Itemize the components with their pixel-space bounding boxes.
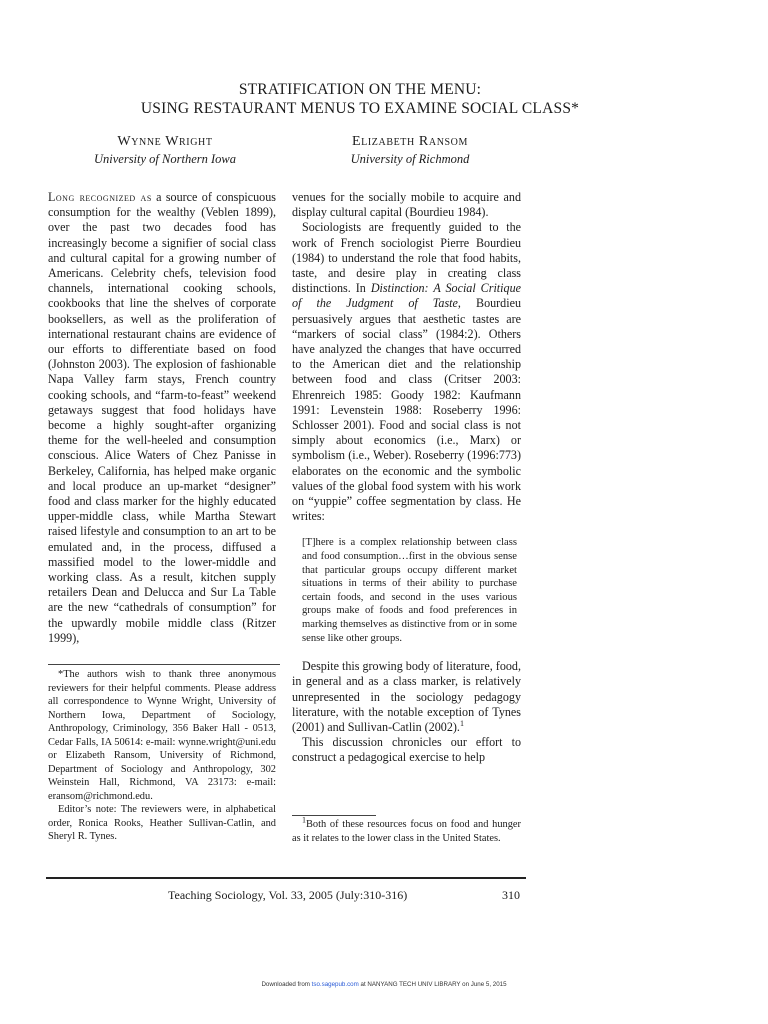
footnote-marker: 1 — [459, 719, 464, 728]
right-column — [292, 190, 521, 766]
author-name: Wynne Wright — [117, 134, 213, 149]
body-paragraph — [292, 220, 521, 524]
footnote-marker: 1 — [302, 815, 306, 825]
author-footnote — [48, 668, 276, 844]
book-title: Distinction: A Social Critique of the Judgment of Taste — [292, 281, 521, 311]
paragraph-text: Sociologists are frequently guided to the work of French sociologist Pierre Bourdieu (1984) to understand the role that food habits, taste, and desire play in creating class distinctions. In — [292, 220, 521, 296]
author-2 — [280, 133, 540, 168]
body-paragraph: This discussion chronicles our effort to construct a pedagogical exercise to help — [292, 735, 521, 765]
body-paragraph — [48, 190, 276, 646]
page-number: 310 — [502, 888, 520, 902]
paragraph-text: Despite this growing body of literature, food, in general and as a class marker, is relatively unrepresented in the sociology pedagogy literature, with the notable exception of Tynes (2001) and Sullivan-Catlin (2002). — [292, 659, 521, 735]
footnote-editor-note: Editor’s note: The reviewers were, in alphabetical order, Ronica Rooks, Heather Sullivan-Catlin, and Sheryl R. Tynes. — [48, 804, 276, 842]
footnote-acknowledgement: *The authors wish to thank three anonymous reviewers for their helpful comments. Please address all correspondence to Wynne Wright, University of Northern Iowa, Department of Sociology, Anthropology, Criminology, 356 Baker Hall - 0513, Cedar Falls, IA 50614: e-mail: wynne.wright@uni.edu or Elizabeth Ransom, University of Richmond, Department of Sociology and Anthropology, 302 Weinstein Hall, Richmond, VA 23173: e-mail: eransom@richmond.edu. — [48, 669, 276, 802]
footer-rule — [46, 877, 526, 879]
author-1 — [35, 133, 295, 168]
author-affiliation: University of Richmond — [350, 152, 470, 166]
journal-citation: Teaching Sociology, Vol. 33, 2005 (July:310-316) — [168, 888, 408, 902]
download-notice — [0, 981, 768, 988]
source-link[interactable]: tso.sagepub.com — [311, 981, 359, 988]
article-title — [40, 80, 680, 118]
paragraph-text: , Bourdieu persuasively argues that aesthetic tastes are “markers of social class” (1984:2). Others have analyzed the changes that have occurred to the American diet and the relationship between food and class (Critser 2003: Ehrenreich 1985: Goody 1982: Kaufmann 1991: Levenstein 1988: Roseberry 1996: Schlosser 2001). Food and social class is not simply about economics (i.e., Marx) or symbolism (i.e., Weber). Roseberry (1996:773) elaborates on the economic and the symbolic values of the global food system with his work on “yuppie” coffee segmentation by class. He writes: — [292, 296, 522, 524]
body-paragraph: venues for the socially mobile to acquire and display cultural capital (Bourdieu 1984). — [292, 190, 521, 220]
footnote-text: $^1$Both of these resources focus on food and hunger as it relates to the lower class in the United States. — [292, 815, 521, 844]
lead-words: Long recognized as — [48, 190, 152, 204]
author-name: Elizabeth Ransom — [352, 134, 468, 149]
download-text: Downloaded from — [261, 981, 312, 988]
page-footnote — [292, 815, 521, 845]
footnote-divider — [48, 664, 280, 665]
block-quote: [T]here is a complex relationship between class and food consumption…first in the obvious sense that particular groups occupy different market situations in terms of their ability to purchase certain foods, and second in the uses various groups make of foods and food preferences in marking themselves as distinctive from or in some sense like other groups. — [302, 537, 517, 644]
author-affiliation: University of Northern Iowa — [93, 152, 236, 166]
title-line-2: USING RESTAURANT MENUS TO EXAMINE SOCIAL CLASS* — [140, 100, 580, 117]
download-text: at NANYANG TECH UNIV LIBRARY on June 5, 2015 — [358, 981, 507, 988]
left-column — [48, 190, 276, 646]
body-paragraph — [292, 659, 521, 735]
paragraph-text: a source of conspicuous consumption for the wealthy (Veblen 1899), over the past two decades food has increasingly become a signifier of social class and cultural capital for a growing number of Americans. Celebrity chefs, television food channels, international cooking schools, cookbooks that line the shelves of corporate booksellers, as well as the proliferation of international restaurant chains are evidence of our efforts to differentiate based on food (Johnston 2003). The explosion of fashionable Napa Valley farm stays, French country cooking schools, and “farm-to-feast” weekend getaways suggest that food holidays have become a highly sought-after organizing theme for the well-heeled and consumption conscious. Alice Waters of Chez Panisse in Berkeley, California, has helped make organic and local produce an up-market “designer” food and class marker for the highly educated upper-middle class, while Martha Stewart raised lifestyle and consumption to an art to be emulated and, in the process, diffused a massified model to the lower-middle and working class. As a result, kitchen supply retailers Dean and Delucca and Sur La Table are the new “cathedrals of consumption” for the upwardly mobile middle class (Ritzer 1999), — [48, 190, 276, 645]
title-line-1: STRATIFICATION ON THE MENU: — [238, 81, 482, 98]
